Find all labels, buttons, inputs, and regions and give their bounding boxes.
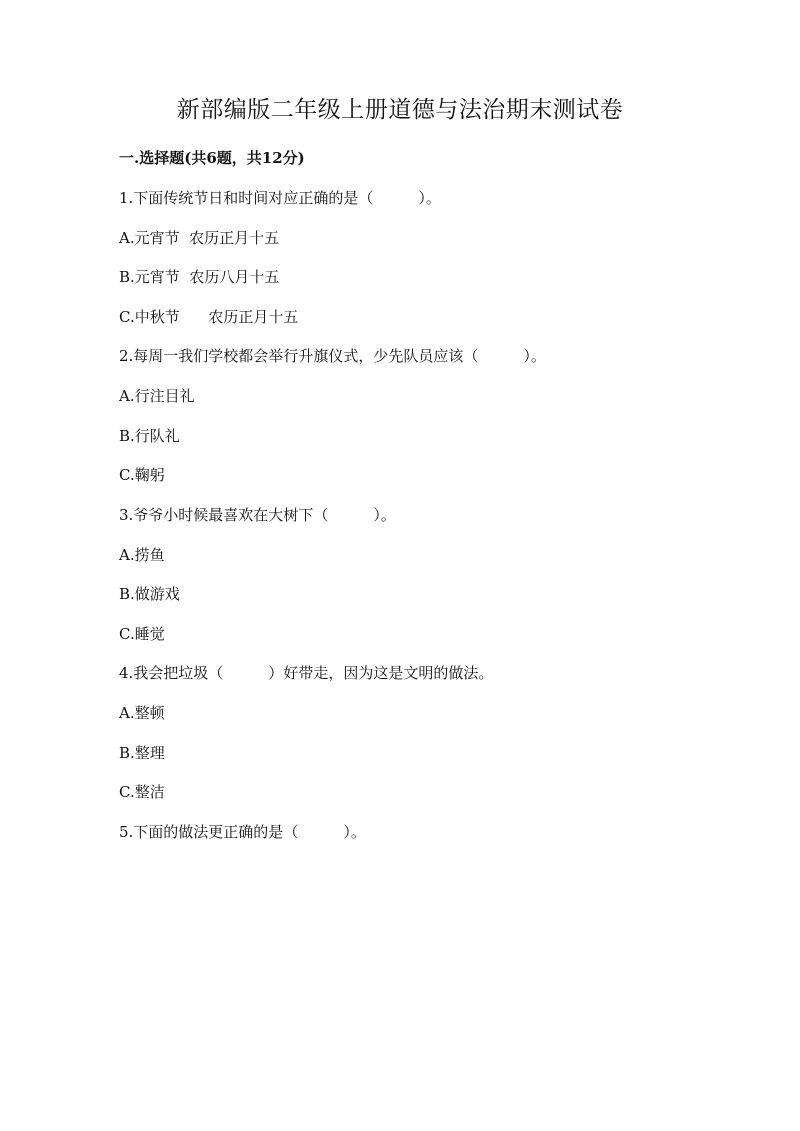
page-title: 新部编版二年级上册道德与法治期末测试卷 xyxy=(176,97,624,123)
question-5-stem: 5.下面的做法更正确的是（ ）。 xyxy=(119,823,366,841)
question-1-stem: 1.下面传统节日和时间对应正确的是（ ）。 xyxy=(119,189,441,207)
question-4-option-a: A.整顿 xyxy=(119,704,165,722)
question-4-stem: 4.我会把垃圾（ ）好带走，因为这是文明的做法。 xyxy=(119,664,494,682)
question-2-option-c: C.鞠躬 xyxy=(119,466,165,484)
question-3-option-b: B.做游戏 xyxy=(119,585,180,603)
question-2-option-a: A.行注目礼 xyxy=(119,387,195,405)
question-1-option-b: B.元宵节 农历八月十五 xyxy=(119,268,280,286)
question-1-option-a: A.元宵节 农历正月十五 xyxy=(119,229,280,247)
question-4-option-b: B.整理 xyxy=(119,744,165,762)
question-1-option-c: C.中秋节 农历正月十五 xyxy=(119,308,299,326)
question-3-option-c: C.睡觉 xyxy=(119,625,165,643)
section-heading: 一.选择题(共6题，共12分) xyxy=(119,149,305,167)
question-4-option-c: C.整洁 xyxy=(119,783,165,801)
question-3-stem: 3.爷爷小时候最喜欢在大树下（ ）。 xyxy=(119,506,396,524)
question-2-option-b: B.行队礼 xyxy=(119,427,180,445)
question-2-stem: 2.每周一我们学校都会举行升旗仪式，少先队员应该（ ）。 xyxy=(119,347,546,365)
question-3-option-a: A.捞鱼 xyxy=(119,546,165,564)
